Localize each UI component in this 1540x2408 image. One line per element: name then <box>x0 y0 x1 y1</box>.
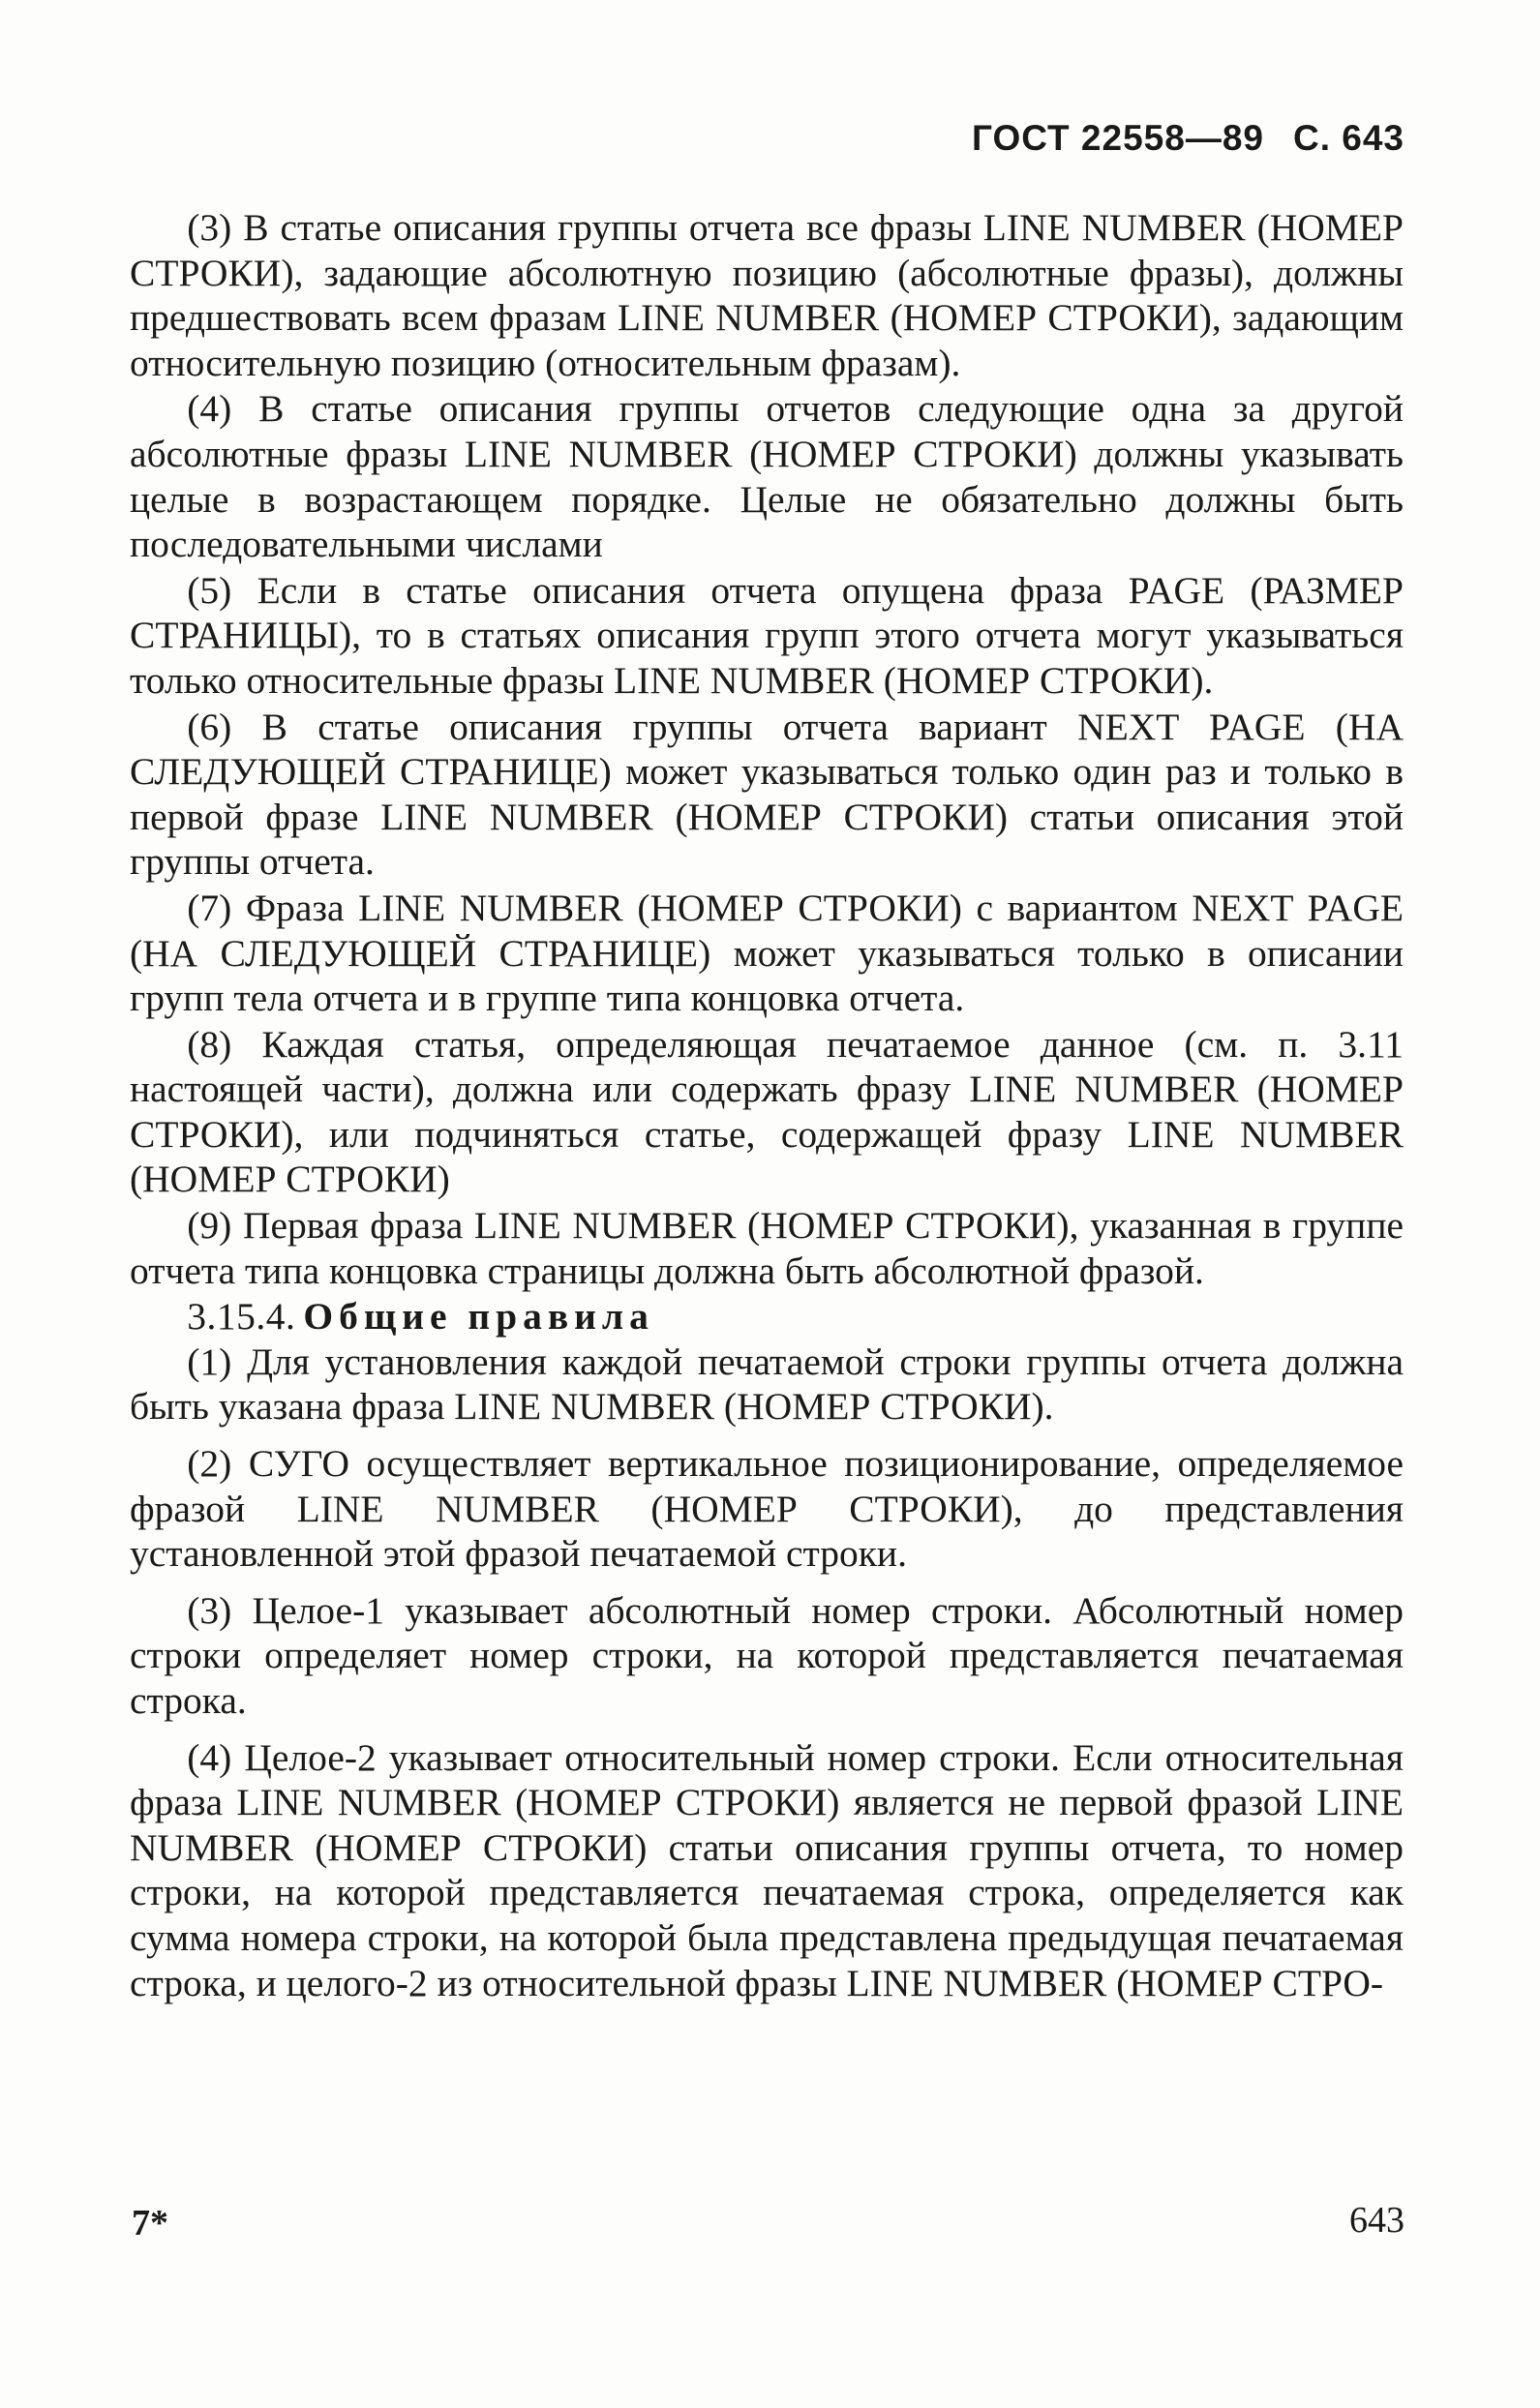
standard-id: ГОСТ 22558—89 <box>971 118 1264 158</box>
paragraph: (3) В статье описания группы отчета все фразы LINE NUMBER (НОМЕР СТРОКИ), задающие абсолютную позицию (абсолютные фразы), должны предшествовать всем фразам LINE NUMBER (НОМЕР СТРОКИ), задающим относительную позицию (относительным фразам). <box>130 206 1404 384</box>
signature-mark: 7* <box>132 2203 168 2243</box>
section-heading <box>130 1294 1404 1339</box>
paragraph: (4) В статье описания группы отчетов следующие одна за другой абсолютные фразы LINE NUMBER (НОМЕР СТРОКИ) должны указывать целые в возрастающем порядке. Целые не обязательно должны быть последовательными числами <box>130 387 1404 566</box>
section-title: Общие правила <box>303 1295 654 1339</box>
paragraph: (9) Первая фраза LINE NUMBER (НОМЕР СТРОКИ), указанная в группе отчета типа концовка страницы должна быть абсолютной фразой. <box>130 1204 1404 1292</box>
page-header <box>972 118 1404 159</box>
rule-paragraph: (1) Для установления каждой печатаемой строки группы отчета должна быть указана фраза LINE NUMBER (НОМЕР СТРОКИ). <box>130 1339 1404 1429</box>
rule-paragraph: (2) СУГО осуществляет вертикальное позиционирование, определяемое фразой LINE NUMBER (НОМЕР СТРОКИ), до представления установленной этой фразой печатаемой строки. <box>130 1442 1404 1576</box>
paragraph: (5) Если в статье описания отчета опущена фраза PAGE (РАЗМЕР СТРАНИЦЫ), то в статьях описания групп этого отчета могут указываться только относительные фразы LINE NUMBER (НОМЕР СТРОКИ). <box>130 568 1404 702</box>
rule-paragraph: (4) Целое-2 указывает относительный номер строки. Если относительная фраза LINE NUMBER (НОМЕР СТРОКИ) является не первой фразой LINE NUMBER (НОМЕР СТРОКИ) статьи описания группы отчета, то номер строки, на которой представляется печатаемая строка, определяется как сумма номера строки, на которой была представлена предыдущая печатаемая строка, и целого-2 из относительной фразы LINE NUMBER (НОМЕР СТРО- <box>130 1735 1404 2004</box>
rule-paragraph: (3) Целое-1 указывает абсолютный номер строки. Абсолютный номер строки определяет номер строки, на которой представляется печатаемая строка. <box>130 1588 1404 1722</box>
section-number: 3.15.4. <box>187 1295 296 1339</box>
footer-page-number: 643 <box>1349 2200 1404 2241</box>
paragraph: (7) Фраза LINE NUMBER (НОМЕР СТРОКИ) с вариантом NEXT PAGE (НА СЛЕДУЮЩЕЙ СТРАНИЦЕ) может указываться только в описании групп тела отчета и в группе типа концовка отчета. <box>130 886 1404 1020</box>
body-text <box>130 205 1404 2006</box>
paragraph: (6) В статье описания группы отчета вариант NEXT PAGE (НА СЛЕДУЮЩЕЙ СТРАНИЦЕ) может указываться только один раз и только в первой фразе LINE NUMBER (НОМЕР СТРОКИ) статьи описания этой группы отчета. <box>130 705 1404 884</box>
header-page-number: С. 643 <box>1292 118 1404 158</box>
paragraph: (8) Каждая статья, определяющая печатаемое данное (см. п. 3.11 настоящей части), должна или содержать фразу LINE NUMBER (НОМЕР СТРОКИ), или подчиняться статье, содержащей фразу LINE NUMBER (НОМЕР СТРОКИ) <box>130 1022 1404 1201</box>
